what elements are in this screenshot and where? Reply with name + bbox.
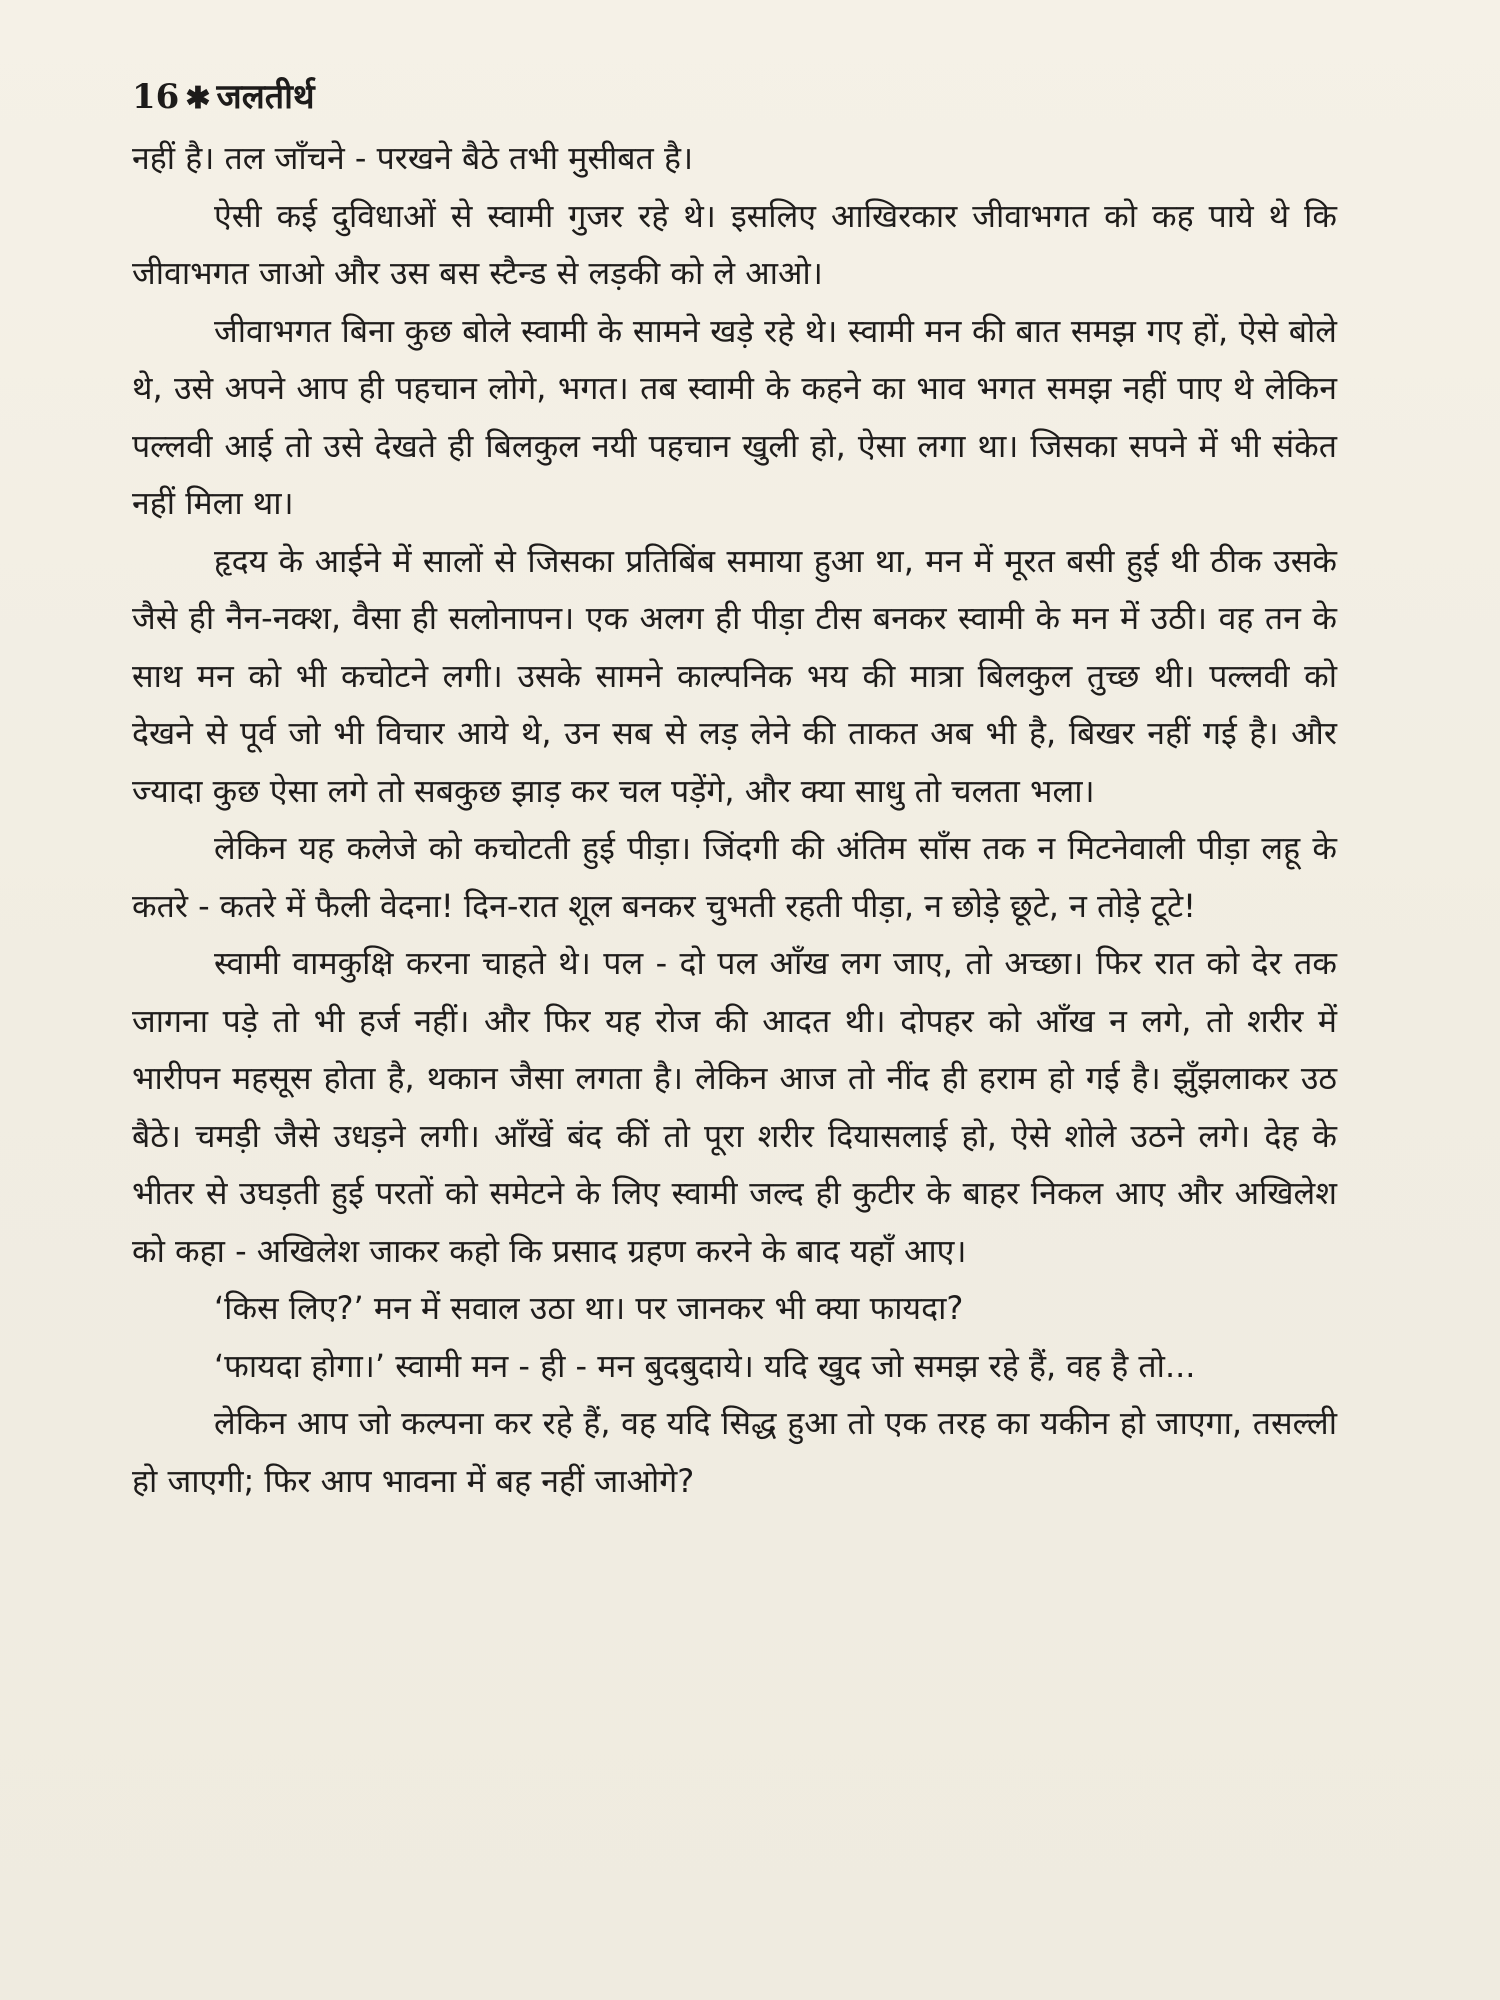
paragraph-7: ‘किस लिए?’ मन में सवाल उठा था। पर जानकर भी क्या फायदा? <box>214 1289 964 1327</box>
page-number: 16 <box>132 77 180 117</box>
paragraph-1: नहीं है। तल जाँचने - परखने बैठे तभी मुसीबत है। <box>132 139 694 177</box>
paragraph-5: लेकिन यह कलेजे को कचोटती हुई पीड़ा। जिंदगी की अंतिम साँस तक न मिटनेवाली पीड़ा लहू के कतरे - कतरे में फैली वेदना! दिन-रात शूल बनकर चुभती रहती पीड़ा, न छोड़े छूटे, न तोड़े टूटे! <box>132 829 1337 925</box>
paragraph-6: स्वामी वामकुक्षि करना चाहते थे। पल - दो पल आँख लग जाए, तो अच्छा। फिर रात को देर तक जागना पड़े तो भी हर्ज नहीं। और फिर यह रोज की आदत थी। दोपहर को आँख न लगे, तो शरीर में भारीपन महसूस होता है, थकान जैसा लगता है। लेकिन आज तो नींद ही हराम हो गई है। झुँझलाकर उठ बैठे। चमड़ी जैसे उधड़ने लगी। आँखें बंद कीं तो पूरा शरीर दियासलाई हो, ऐसे शोले उठने लगे। देह के भीतर से उघड़ती हुई परतों को समेटने के लिए स्वामी जल्द ही कुटीर के बाहर निकल आए और अखिलेश को कहा - अखिलेश जाकर कहो कि प्रसाद ग्रहण करने के बाद यहाँ आए। <box>132 944 1337 1270</box>
asterisk-separator-icon: ✱ <box>185 81 211 116</box>
paragraph-8: ‘फायदा होगा।’ स्वामी मन - ही - मन बुदबुदाये। यदि खुद जो समझ रहे हैं, वह है तो... <box>214 1346 1196 1385</box>
paragraph-9: लेकिन आप जो कल्पना कर रहे हैं, वह यदि सिद्ध हुआ तो एक तरह का यकीन हो जाएगा, तसल्ली हो जाएगी; फिर आप भावना में बह नहीं जाओगे? <box>132 1404 1337 1500</box>
body-text <box>132 130 1337 1510</box>
page-header <box>132 72 315 118</box>
paragraph-2: ऐसी कई दुविधाओं से स्वामी गुजर रहे थे। इसलिए आखिरकार जीवाभगत को कह पाये थे कि जीवाभगत जाओ और उस बस स्टैन्ड से लड़की को ले आओ। <box>132 196 1337 292</box>
paragraph-4: हृदय के आईने में सालों से जिसका प्रतिबिंब समाया हुआ था, मन में मूरत बसी हुई थी ठीक उसके जैसे ही नैन-नक्श, वैसा ही सलोनापन। एक अलग ही पीड़ा टीस बनकर स्वामी के मन में उठी। वह तन के साथ मन को भी कचोटने लगी। उसके सामने काल्पनिक भय की मात्रा बिलकुल तुच्छ थी। पल्लवी को देखने से पूर्व जो भी विचार आये थे, उन सब से लड़ लेने की ताकत अब भी है, बिखर नहीं गई है। और ज्यादा कुछ ऐसा लगे तो सबकुछ झाड़ कर चल पड़ेंगे, और क्या साधु तो चलता भला। <box>132 541 1337 810</box>
paragraph-3: जीवाभगत बिना कुछ बोले स्वामी के सामने खड़े रहे थे। स्वामी मन की बात समझ गए हों, ऐसे बोले थे, उसे अपने आप ही पहचान लोगे, भगत। तब स्वामी के कहने का भाव भगत समझ नहीं पाए थे लेकिन पल्लवी आई तो उसे देखते ही बिलकुल नयी पहचान खुली हो, ऐसा लगा था। जिसका सपने में भी संकेत नहीं मिला था। <box>132 311 1337 522</box>
book-title: जलतीर्थ <box>216 77 315 117</box>
